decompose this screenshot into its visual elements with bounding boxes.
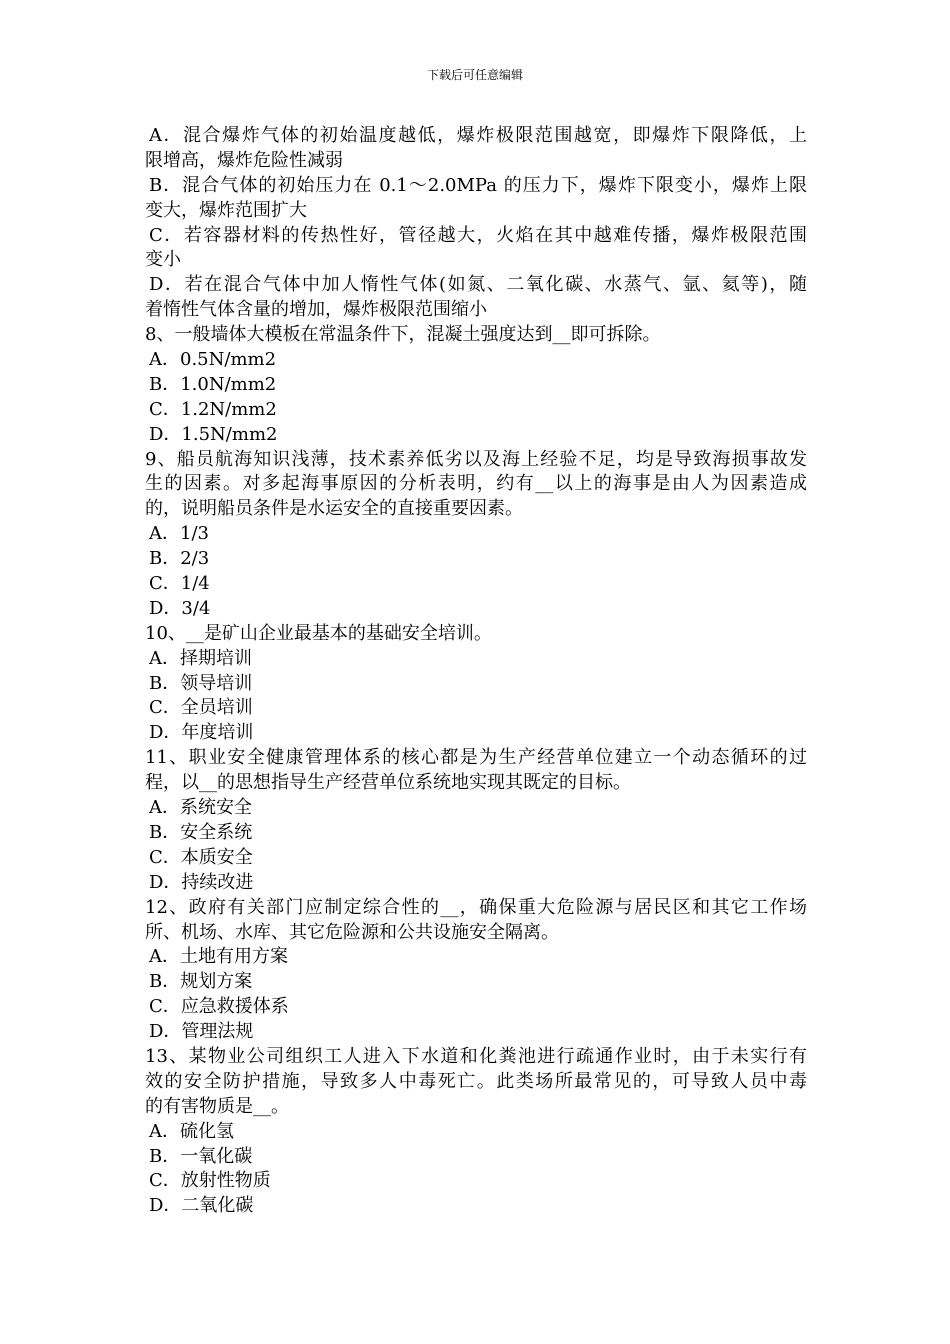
text-line: B．领导培训 <box>149 672 253 694</box>
text-line: A．土地有用方案 <box>149 946 288 968</box>
text-line: B．规划方案 <box>149 971 253 993</box>
text-line: C．应急救援体系 <box>149 996 289 1018</box>
text-line: 8、一般墙体大模板在常温条件下，混凝土强度达到__即可拆除。 <box>145 324 661 346</box>
text-line: B．混合气体的初始压力在 0.1～2.0MPa 的压力下，爆炸下限变小，爆炸上限 <box>149 174 807 196</box>
text-line: D．3/4 <box>149 597 211 619</box>
text-line: B．安全系统 <box>149 821 253 843</box>
text-line: 变大，爆炸范围扩大 <box>145 199 307 221</box>
text-line: A．0.5N/mm2 <box>149 349 277 371</box>
text-line: D．若在混合气体中加人惰性气体(如氮、二氧化碳、水蒸气、氩、氦等)，随 <box>149 274 807 296</box>
text-line: 着惰性气体含量的增加，爆炸极限范围缩小 <box>145 299 487 321</box>
text-line: D．二氧化碳 <box>149 1195 254 1217</box>
text-line: 变小 <box>145 249 181 271</box>
text-line: D．管理法规 <box>149 1021 254 1043</box>
text-line: 的有害物质是__。 <box>145 1095 289 1117</box>
text-line: 生的因素。对多起海事原因的分析表明，约有__以上的海事是由人为因素造成 <box>145 473 807 495</box>
text-line: C．1.2N/mm2 <box>149 398 277 420</box>
text-line: B．2/3 <box>149 548 210 570</box>
text-line: 效的安全防护措施，导致多人中毒死亡。此类场所最常见的，可导致人员中毒 <box>145 1070 807 1092</box>
text-line: C．本质安全 <box>149 846 253 868</box>
text-line: 程，以__的思想指导生产经营单位系统地实现其既定的目标。 <box>145 772 631 794</box>
text-line: C．若容器材料的传热性好，管径越大，火焰在其中越难传播，爆炸极限范围 <box>149 224 807 246</box>
text-line: 9、船员航海知识浅薄，技术素养低劣以及海上经验不足，均是导致海损事故发 <box>145 448 807 470</box>
text-line: A．系统安全 <box>149 797 252 819</box>
text-line: B．一氧化碳 <box>149 1145 253 1167</box>
text-line: A．1/3 <box>149 523 209 545</box>
text-line: D．1.5N/mm2 <box>149 423 278 445</box>
text-line: C．放射性物质 <box>149 1170 271 1192</box>
document-body <box>145 124 807 1219</box>
text-line: 10、__是矿山企业最基本的基础安全培训。 <box>145 622 492 644</box>
text-line: 12、政府有关部门应制定综合性的__，确保重大危险源与居民区和其它工作场 <box>145 896 807 918</box>
text-line: C．全员培训 <box>149 697 253 719</box>
text-line: 11、职业安全健康管理体系的核心都是为生产经营单位建立一个动态循环的过 <box>145 747 807 769</box>
text-line: 13、某物业公司组织工人进入下水道和化粪池进行疏通作业时，由于未实行有 <box>145 1045 807 1067</box>
text-line: C．1/4 <box>149 573 210 595</box>
text-line: A．混合爆炸气体的初始温度越低，爆炸极限范围越宽，即爆炸下限降低，上 <box>149 125 807 146</box>
page-header: 下载后可任意编辑 <box>426 68 523 82</box>
text-line: B．1.0N/mm2 <box>149 373 277 395</box>
text-line: D．年度培训 <box>149 722 254 744</box>
text-line: 的，说明船员条件是水运安全的直接重要因素。 <box>145 498 523 520</box>
text-line: A．择期培训 <box>149 647 252 669</box>
text-line: 所、机场、水库、其它危险源和公共设施安全隔离。 <box>145 921 559 943</box>
text-line: A．硫化氢 <box>149 1120 234 1142</box>
text-line: D．持续改进 <box>149 871 254 893</box>
text-line: 限增高，爆炸危险性减弱 <box>145 149 343 171</box>
